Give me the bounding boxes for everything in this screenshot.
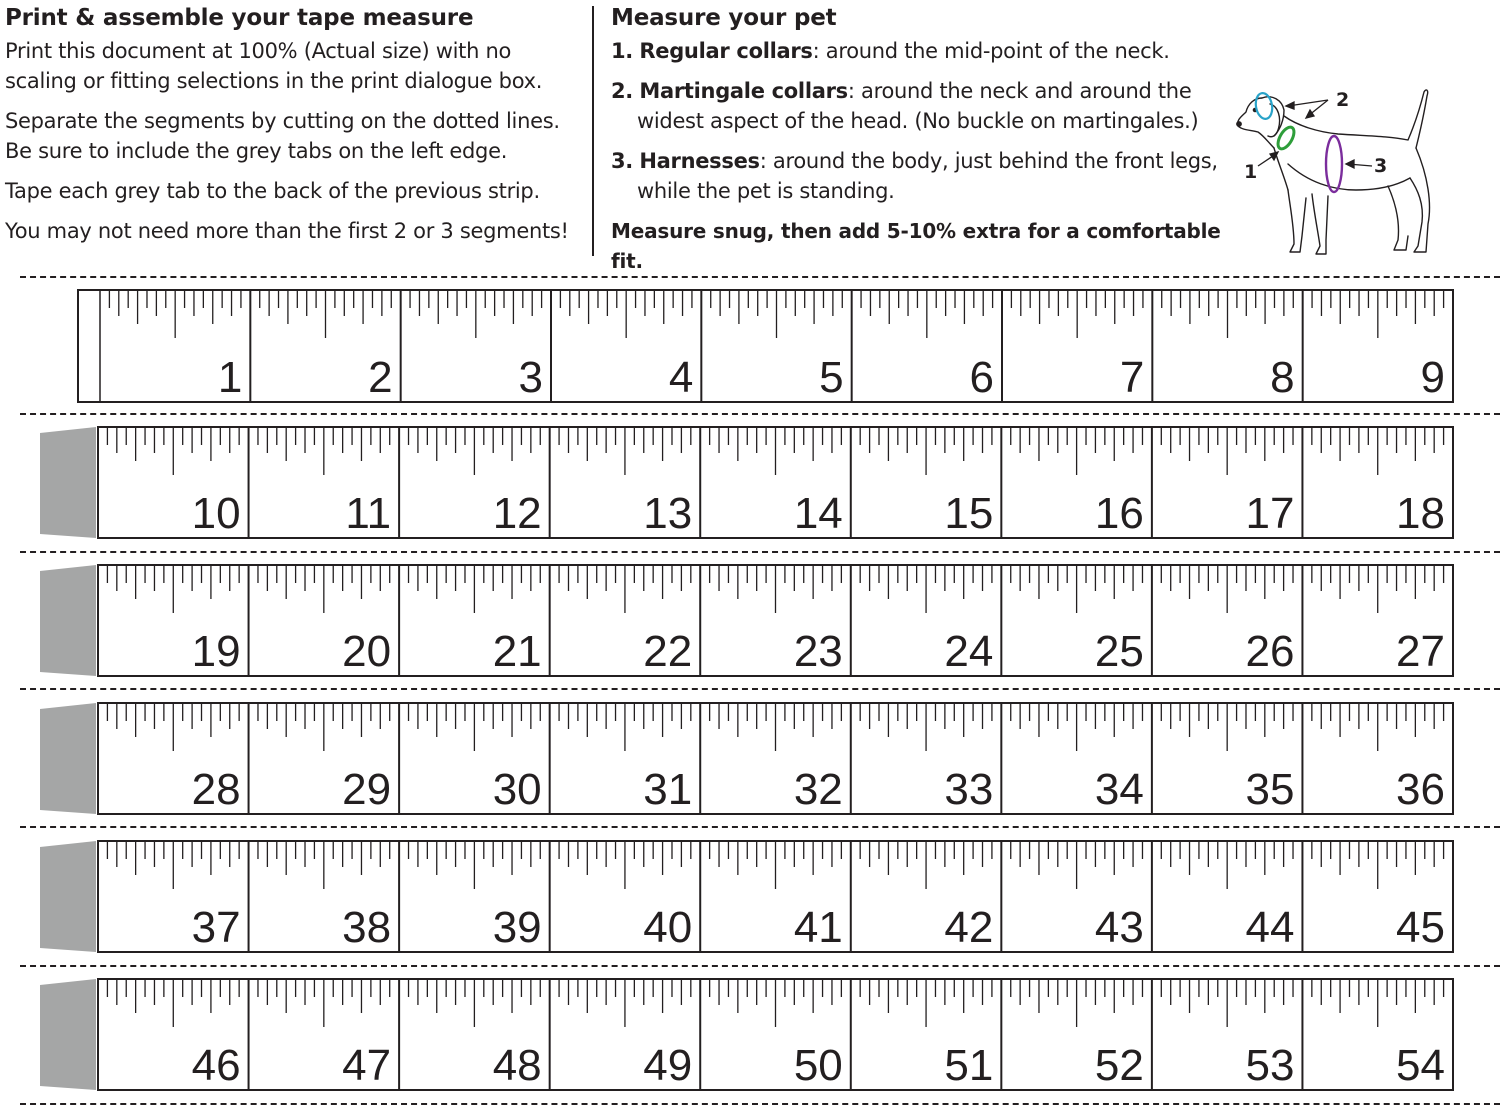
inch-number: 54 bbox=[1396, 1041, 1445, 1090]
tape-strip-5 bbox=[0, 838, 1500, 956]
inch-number: 3 bbox=[518, 353, 543, 402]
item-number: 1. bbox=[611, 39, 633, 63]
inch-number: 44 bbox=[1245, 903, 1295, 952]
segments-note: You may not need more than the first 2 or 3 segments! bbox=[5, 219, 569, 243]
inch-number: 13 bbox=[643, 489, 693, 538]
inch-number: 29 bbox=[342, 765, 392, 814]
tape-strip-4 bbox=[0, 700, 1500, 818]
inch-number: 4 bbox=[668, 353, 694, 402]
measure-instructions bbox=[611, 0, 1241, 276]
cut-instruction bbox=[5, 106, 585, 166]
inch-number: 9 bbox=[1420, 353, 1445, 402]
instruction-item-martingale bbox=[611, 76, 1241, 136]
inch-number: 26 bbox=[1245, 627, 1295, 676]
inch-number: 47 bbox=[342, 1041, 392, 1090]
inch-number: 25 bbox=[1094, 627, 1144, 676]
inch-number: 32 bbox=[793, 765, 843, 814]
inch-number: 42 bbox=[944, 903, 994, 952]
inch-number: 34 bbox=[1094, 765, 1144, 814]
inch-number: 27 bbox=[1396, 627, 1445, 676]
inch-number: 19 bbox=[191, 627, 241, 676]
item-text: : around the body, just behind the front legs, bbox=[759, 149, 1218, 173]
inch-number: 46 bbox=[191, 1041, 241, 1090]
inch-number: 24 bbox=[944, 627, 994, 676]
inch-number: 45 bbox=[1396, 903, 1445, 952]
cut-line bbox=[20, 413, 1500, 415]
inch-number: 41 bbox=[793, 903, 843, 952]
item-text: : around the mid-point of the neck. bbox=[812, 39, 1170, 63]
label-2: 2 bbox=[1336, 89, 1350, 111]
inch-number: 7 bbox=[1119, 353, 1145, 402]
cut-line bbox=[20, 965, 1500, 967]
tape-strip-2 bbox=[0, 424, 1500, 542]
inch-number: 22 bbox=[643, 627, 693, 676]
grey-tape-tab bbox=[40, 703, 96, 814]
inch-number: 23 bbox=[793, 627, 843, 676]
assembly-instructions bbox=[5, 0, 585, 256]
inch-number: 52 bbox=[1094, 1041, 1144, 1090]
grey-tape-tab bbox=[40, 979, 96, 1090]
inch-number: 38 bbox=[342, 903, 392, 952]
inch-number: 15 bbox=[944, 489, 994, 538]
tape-strip-6 bbox=[0, 976, 1500, 1094]
inch-number: 20 bbox=[342, 627, 392, 676]
item-term: Martingale collars bbox=[639, 79, 848, 103]
inch-number: 11 bbox=[345, 489, 392, 538]
instruction-item-harness bbox=[611, 146, 1241, 206]
inch-number: 43 bbox=[1094, 903, 1144, 952]
inch-number: 40 bbox=[643, 903, 693, 952]
head-loop-marker bbox=[1254, 92, 1274, 120]
grey-tape-tab bbox=[40, 565, 96, 676]
assembly-title: Print & assemble your tape measure bbox=[5, 5, 474, 31]
cut-line bbox=[20, 688, 1500, 690]
inch-number: 33 bbox=[944, 765, 994, 814]
inch-number: 5 bbox=[819, 353, 844, 402]
inch-number: 31 bbox=[643, 765, 693, 814]
cut-line bbox=[20, 276, 1500, 278]
measure-title: Measure your pet bbox=[611, 5, 837, 31]
inch-number: 37 bbox=[191, 903, 241, 952]
inch-number: 18 bbox=[1396, 489, 1445, 538]
inch-number: 14 bbox=[793, 489, 843, 538]
inch-number: 8 bbox=[1270, 353, 1295, 402]
inch-number: 51 bbox=[944, 1041, 994, 1090]
item-number: 3. bbox=[611, 149, 633, 173]
column-divider bbox=[592, 6, 594, 256]
instruction-item-collars bbox=[611, 36, 1241, 66]
inch-number: 39 bbox=[492, 903, 542, 952]
fit-note: Measure snug, then add 5-10% extra for a comfortable fit. bbox=[611, 219, 1221, 273]
item-text-cont: widest aspect of the head. (No buckle on martingales.) bbox=[637, 109, 1199, 133]
inch-number: 17 bbox=[1245, 489, 1295, 538]
inch-number: 49 bbox=[643, 1041, 693, 1090]
inch-number: 50 bbox=[793, 1041, 843, 1090]
inch-number: 53 bbox=[1245, 1041, 1295, 1090]
cut-line bbox=[20, 551, 1500, 553]
item-term: Harnesses bbox=[639, 149, 760, 173]
item-term: Regular collars bbox=[639, 39, 813, 63]
grey-tape-tab bbox=[40, 841, 96, 952]
cut-instruction-line1: Separate the segments by cutting on the dotted lines. bbox=[5, 109, 560, 133]
inch-number: 35 bbox=[1245, 765, 1295, 814]
print-instruction: Print this document at 100% (Actual size) with no scaling or fitting selections in the print dialogue box. bbox=[5, 39, 543, 93]
cut-line bbox=[20, 1103, 1500, 1105]
cut-instruction-line2: Be sure to include the grey tabs on the left edge. bbox=[5, 139, 508, 163]
item-text: : around the neck and around the bbox=[847, 79, 1192, 103]
grey-tape-tab bbox=[40, 427, 96, 538]
inch-number: 12 bbox=[492, 489, 542, 538]
cut-line bbox=[20, 826, 1500, 828]
tape-strip-3 bbox=[0, 562, 1500, 680]
inch-number: 1 bbox=[217, 353, 243, 402]
tape-instruction: Tape each grey tab to the back of the previous strip. bbox=[5, 179, 540, 203]
inch-number: 30 bbox=[492, 765, 542, 814]
inch-number: 2 bbox=[368, 353, 393, 402]
label-3: 3 bbox=[1374, 155, 1388, 177]
inch-number: 28 bbox=[191, 765, 241, 814]
tape-strip-1 bbox=[0, 288, 1500, 406]
item-text-cont: while the pet is standing. bbox=[637, 179, 895, 203]
inch-number: 16 bbox=[1094, 489, 1144, 538]
label-1: 1 bbox=[1244, 161, 1258, 183]
inch-number: 48 bbox=[492, 1041, 542, 1090]
item-number: 2. bbox=[611, 79, 633, 103]
inch-number: 6 bbox=[969, 353, 994, 402]
dog-measurement-diagram bbox=[1228, 86, 1448, 258]
inch-number: 21 bbox=[492, 627, 542, 676]
harness-marker bbox=[1326, 136, 1342, 192]
inch-number: 10 bbox=[191, 489, 241, 538]
inch-number: 36 bbox=[1396, 765, 1445, 814]
